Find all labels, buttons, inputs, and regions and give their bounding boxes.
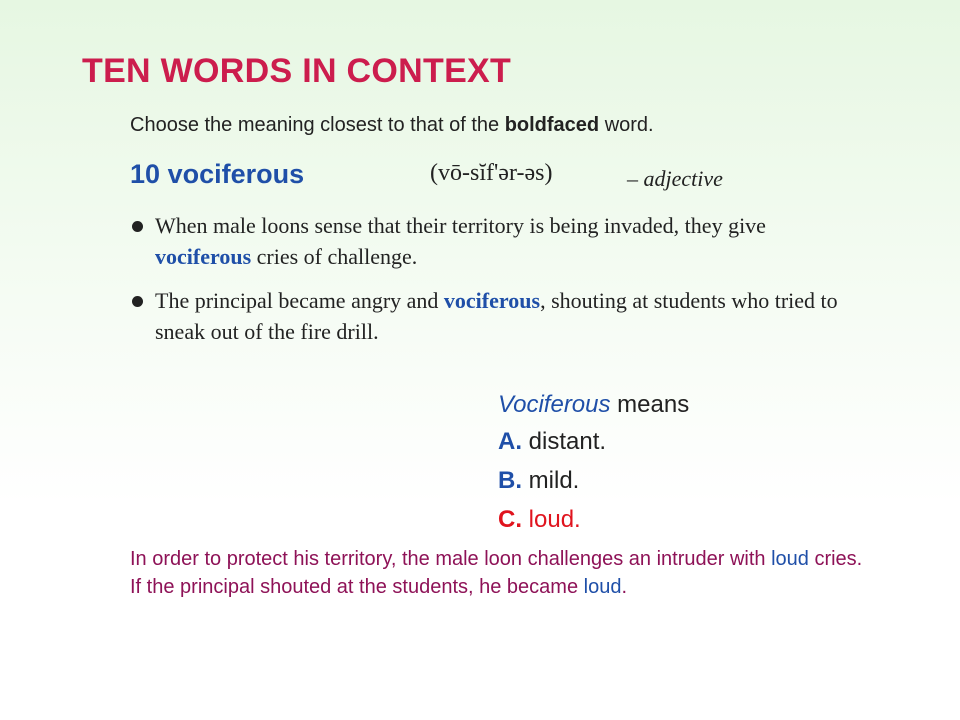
sentence-text-before: The principal became angry and	[155, 288, 444, 313]
pronunciation: (vō-sĭf'ər-əs)	[430, 160, 553, 186]
choice-letter: B.	[498, 467, 522, 494]
sentence-text-before: When male loons sense that their territory is being invaded, they give	[155, 213, 766, 238]
answer-choice-a[interactable]	[498, 428, 606, 456]
bullet-icon	[132, 296, 143, 307]
instruction-bold-word: boldfaced	[504, 114, 600, 136]
instruction-after: word.	[599, 114, 654, 136]
explanation-highlight: loud	[583, 576, 622, 598]
explanation-part: .	[621, 576, 627, 598]
explanation-part: cries. If the principal shouted at the students, he became	[130, 548, 863, 598]
choice-letter: A.	[498, 428, 522, 455]
word-number: 10	[130, 159, 161, 189]
part-of-speech: – adjective	[627, 166, 723, 191]
page-title: TEN WORDS IN CONTEXT	[82, 52, 512, 90]
question-word: Vociferous	[498, 391, 611, 418]
sentence-keyword: vociferous	[443, 288, 541, 313]
instruction-text	[130, 114, 654, 137]
sentence-keyword: vociferous	[155, 244, 252, 269]
choice-text: distant.	[528, 428, 607, 455]
question-suffix: means	[610, 391, 690, 418]
question-prompt	[498, 391, 689, 419]
choice-text: loud.	[528, 506, 581, 533]
explanation-highlight: loud	[771, 548, 809, 570]
instruction-before: Choose the meaning closest to that of the	[130, 114, 505, 136]
choice-text: mild.	[528, 467, 580, 494]
sentence-text-after: cries of challenge.	[251, 244, 418, 269]
word-text: vociferous	[167, 159, 305, 189]
answer-explanation	[130, 545, 870, 601]
answer-choice-b[interactable]	[498, 467, 579, 495]
example-sentence	[130, 210, 860, 272]
sentence-text-after: , shouting at students who tried to sneak out of the fire drill.	[155, 288, 838, 344]
example-sentence	[130, 285, 860, 347]
answer-choice-c[interactable]	[498, 506, 581, 534]
vocab-word-heading	[130, 159, 304, 190]
explanation-part: In order to protect his territory, the male loon challenges an intruder with	[130, 548, 772, 570]
bullet-icon	[132, 221, 143, 232]
choice-letter: C.	[498, 506, 522, 533]
